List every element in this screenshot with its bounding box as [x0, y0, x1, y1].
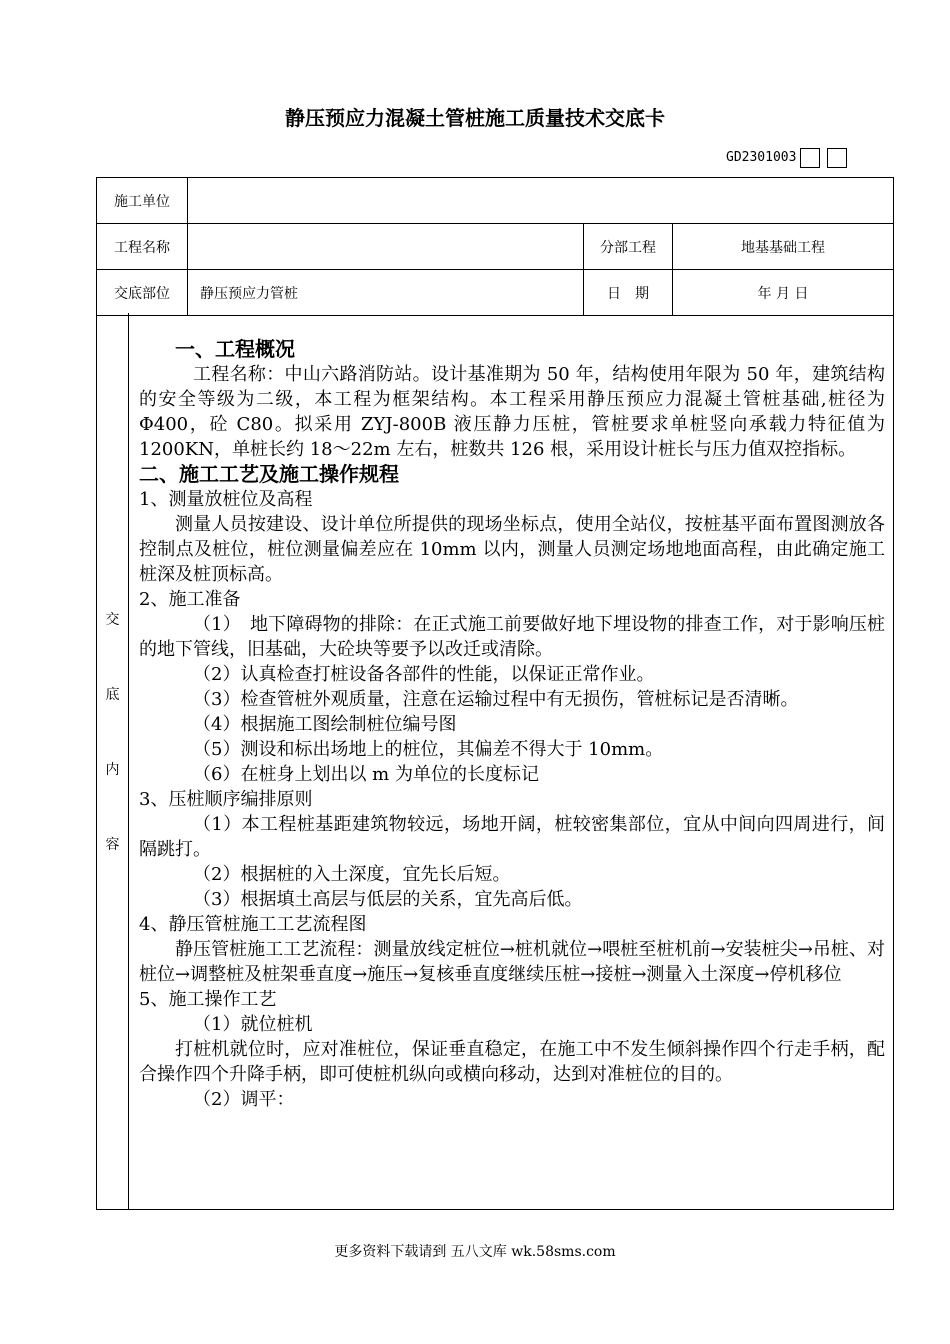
paragraph: （4）根据施工图绘制桩位编号图	[193, 714, 457, 735]
part-value: 静压预应力管桩	[188, 270, 584, 316]
doc-code: GD2301003	[726, 150, 797, 165]
side-char: 交	[105, 612, 120, 628]
code-box-1	[800, 148, 820, 168]
date-label: 日 期	[584, 270, 673, 316]
section-heading: 二、施工工艺及施工操作规程	[139, 462, 399, 486]
paragraph: 静压管桩施工工艺流程：测量放线定桩位→桩机就位→喂桩至桩机前→安装桩尖→吊桩、对桩位→调整桩及桩架垂直度→施压→复核垂直度继续压桩→接桩→测量入土深度→停机移位	[139, 939, 885, 985]
paragraph: （1）就位桩机	[193, 1014, 313, 1035]
side-char: 容	[105, 837, 120, 853]
paragraph: 1、测量放桩位及高程	[139, 489, 313, 510]
construction-unit-label: 施工单位	[97, 178, 188, 224]
side-char: 底	[105, 687, 120, 703]
project-name-value	[188, 224, 584, 270]
page-title: 静压预应力混凝土管桩施工质量技术交底卡	[285, 106, 665, 130]
paragraph: （1） 地下障碍物的排除：在正式施工前要做好地下埋设物的排查工作，对于影响压桩的地下管线，旧基础，大砼块等要予以改迁或清除。	[139, 614, 885, 660]
sub-project-label: 分部工程	[584, 224, 673, 270]
section-heading: 一、工程概况	[175, 337, 295, 361]
paragraph: 5、施工操作工艺	[139, 989, 277, 1010]
side-char: 内	[105, 762, 120, 778]
paragraph: （1）本工程桩基距建筑物较远，场地开阔，桩较密集部位，宜从中间向四周进行，间隔跳打。	[139, 814, 885, 860]
project-name-label: 工程名称	[97, 224, 188, 270]
sub-project-value: 地基基础工程	[673, 224, 894, 270]
paragraph: 4、静压管桩施工工艺流程图	[139, 914, 367, 935]
part-label: 交底部位	[97, 270, 188, 316]
paragraph: （6）在桩身上划出以 m 为单位的长度标记	[193, 764, 539, 785]
date-value: 年 月 日	[673, 270, 894, 316]
paragraph: 打桩机就位时，应对准桩位，保证垂直稳定，在施工中不发生倾斜操作四个行走手柄，配合操作四个升降手柄，即可使桩机纵向或横向移动，达到对准桩位的目的。	[139, 1039, 885, 1085]
paragraph: （2）根据桩的入土深度，宜先长后短。	[193, 864, 511, 885]
content-text	[139, 337, 885, 1112]
construction-unit-value	[188, 178, 894, 224]
code-box-2	[827, 148, 847, 168]
footer-link[interactable]: 更多资料下载请到 五八文库 wk.58sms.com	[334, 1244, 616, 1260]
paragraph: （2）调平：	[193, 1089, 295, 1110]
paragraph: （2）认真检查打桩设备各部件的性能，以保证正常作业。	[193, 664, 655, 685]
paragraph: （3）根据填土高层与低层的关系，宜先高后低。	[193, 889, 583, 910]
paragraph: 3、压桩顺序编排原则	[139, 789, 313, 810]
paragraph: 工程名称：中山六路消防站。设计基准期为 50 年，结构使用年限为 50 年，建筑结构的安全等级为二级，本工程为框架结构。本工程采用静压预应力混凝土管桩基础,桩径为 Φ400，砼 C80。拟采用 ZYJ-800B 液压静力压桩，管桩要求单桩竖向承载力特征值为 1200KN，单桩长约 18～22m 左右，桩数共 126 根，采用设计桩长与压力值双控指标。	[139, 364, 885, 460]
row-project-name	[97, 224, 894, 270]
paragraph: 2、施工准备	[139, 589, 241, 610]
row-part	[97, 270, 894, 316]
paragraph: （3）检查管桩外观质量，注意在运输过程中有无损伤，管桩标记是否清晰。	[193, 689, 799, 710]
row-construction-unit	[97, 178, 894, 224]
side-label	[96, 313, 129, 1210]
paragraph: 测量人员按建设、设计单位所提供的现场坐标点，使用全站仪，按桩基平面布置图测放各控制点及桩位，桩位测量偏差应在 10mm 以内，测量人员测定场地地面高程，由此确定施工桩深及桩顶标高。	[139, 514, 885, 585]
paragraph: （5）测设和标出场地上的桩位，其偏差不得大于 10mm。	[193, 739, 664, 760]
header-table	[96, 177, 894, 316]
